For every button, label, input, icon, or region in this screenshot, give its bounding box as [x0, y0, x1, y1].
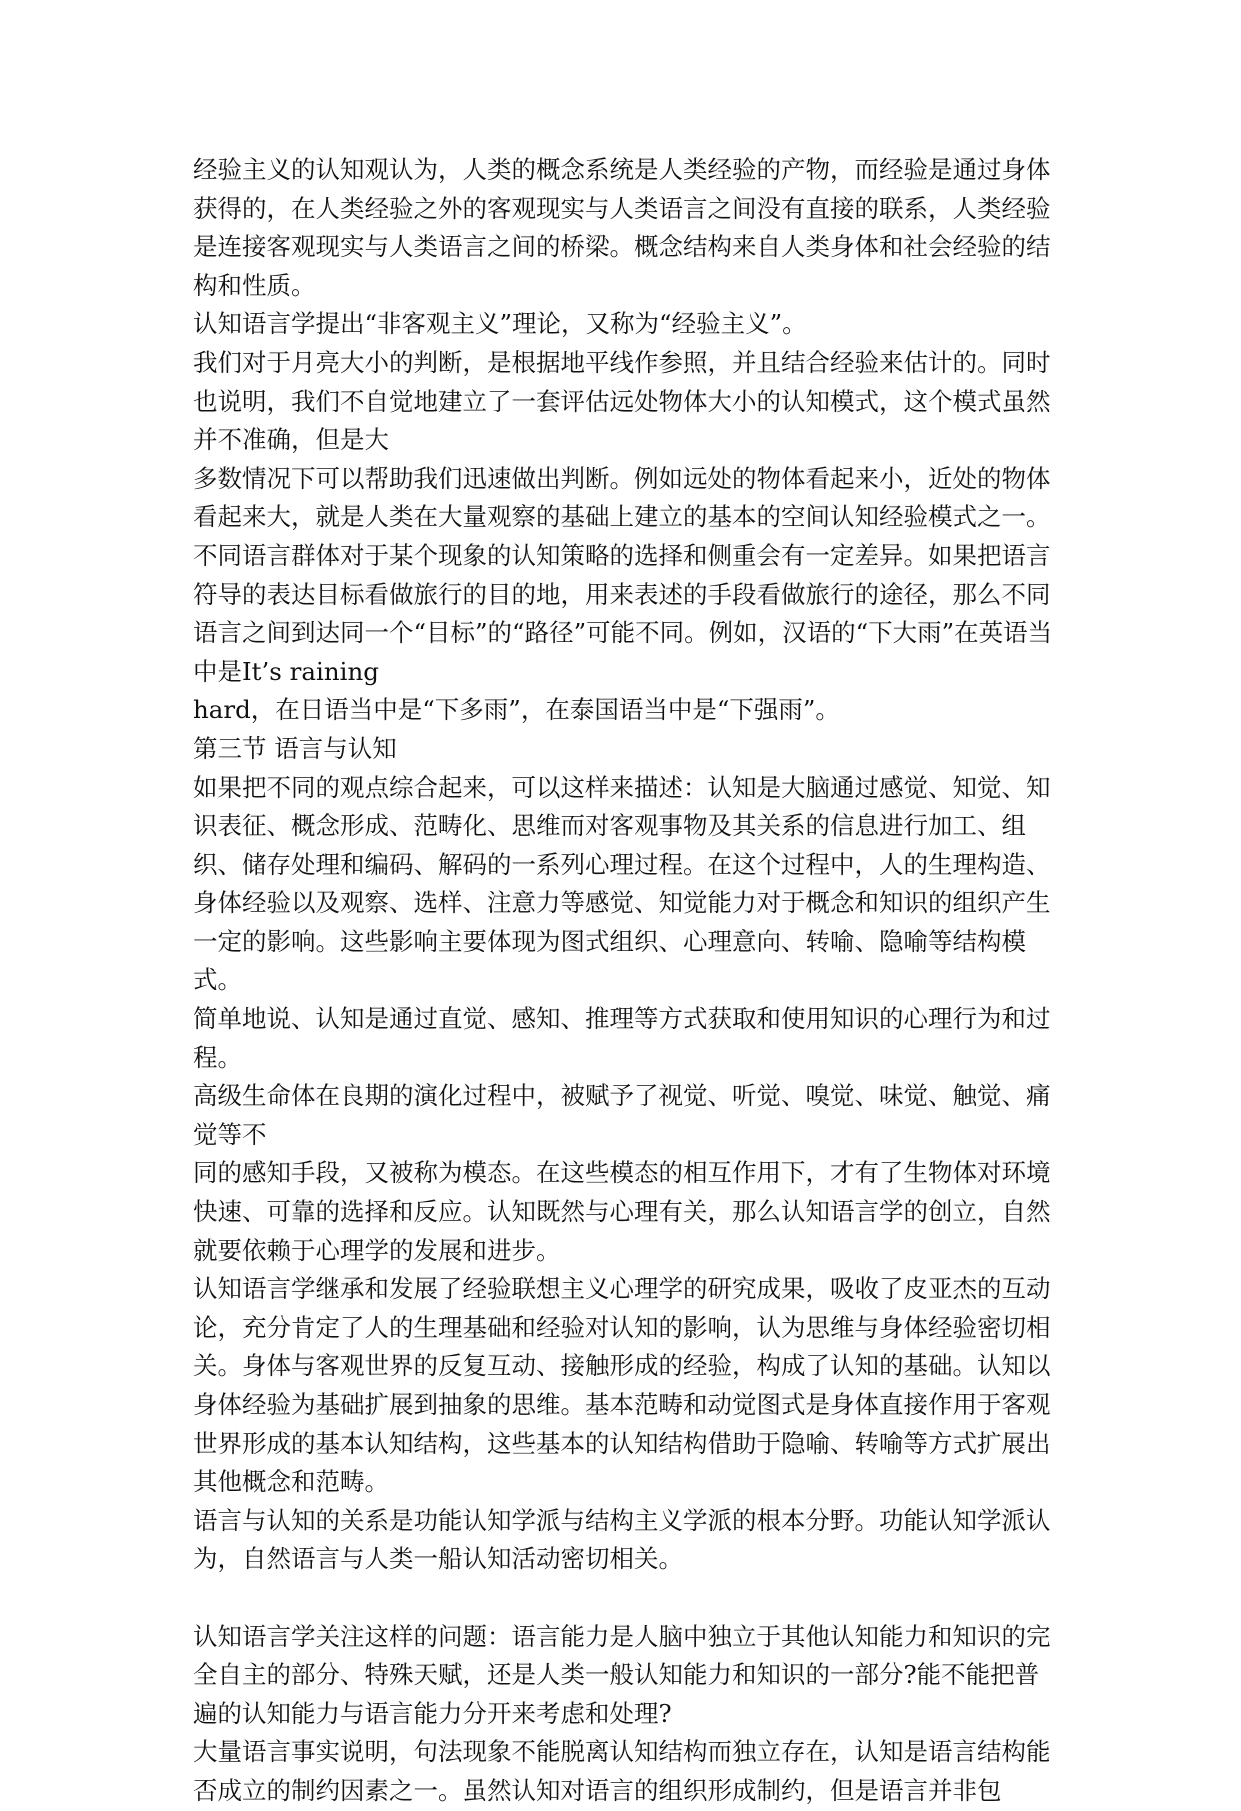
- paragraph: 同的感知手段，又被称为模态。在这些模态的相互作用下，才有了生物体对环境快速、可靠的选择和反应。认知既然与心理有关，那么认知语言学的创立，自然就要依赖于心理学的发展和进步。: [193, 1158, 1051, 1265]
- document-body: [193, 151, 1053, 1811]
- paragraph: 多数情况下可以帮助我们迅速做出判断。例如远处的物体看起来小，近处的物体看起来大，就是人类在大量观察的基础上建立的基本的空间认知经验模式之一。: [193, 463, 1051, 532]
- paragraph: 经验主义的认知观认为，人类的概念系统是人类经验的产物，而经验是通过身体获得的，在人类经验之外的客观现实与人类语言之间没有直接的联系，人类经验是连接客观现实与人类语言之间的桥梁。概念结构来自人类身体和社会经验的结构和性质。: [193, 155, 1051, 300]
- paragraph: 我们对于月亮大小的判断，是根据地平线作参照，并且结合经验来估计的。同时也说明，我们不自觉地建立了一套评估远处物体大小的认知模式，这个模式虽然并不准确，但是大: [193, 347, 1051, 455]
- paragraph: 如果把不同的观点综合起来，可以这样来描述：认知是大脑通过感觉、知觉、知识表征、概念形成、范畴化、思维而对客观事物及其关系的信息进行加工、组织、储存处理和编码、解码的一系列心理过程。在这个过程中，人的生理构造、身体经验以及观察、选样、注意力等感觉、知觉能力对于概念和知识的组织产生一定的影响。这些影响主要体现为图式组织、心理意向、转喻、隐喻等结构模式。: [193, 772, 1051, 995]
- section-heading: 第三节 语言与认知: [193, 733, 397, 763]
- paragraph: 不同语言群体对于某个现象的认知策略的选择和侧重会有一定差异。如果把语言符导的表达目标看做旅行的目的地，用来表述的手段看做旅行的途径，那么不同语言之间到达同一个“目标”的“路径”可能不同。例如，汉语的“下大雨”在英语当中是It’s raining: [193, 540, 1053, 686]
- paragraph: 认知语言学关注这样的问题：语言能力是人脑中独立于其他认知能力和知识的完全自主的部分、特殊天赋，还是人类一般认知能力和知识的一部分?能不能把普遍的认知能力与语言能力分开来考虑和处理?: [193, 1621, 1051, 1728]
- paragraph: 大量语言事实说明，句法现象不能脱离认知结构而独立存在，认知是语言结构能否成立的制约因素之一。虽然认知对语言的组织形成制约，但是语言并非包: [193, 1737, 1051, 1805]
- paragraph: hard，在日语当中是“下多雨”，在泰国语当中是“下强雨”。: [193, 695, 840, 725]
- paragraph: 高级生命体在良期的演化过程中，被赋予了视觉、听觉、嗅觉、味觉、触觉、痛觉等不: [193, 1081, 1051, 1149]
- paragraph: 语言与认知的关系是功能认知学派与结构主义学派的根本分野。功能认知学派认为，自然语言与人类一船认知活动密切相关。: [193, 1505, 1051, 1574]
- paragraph: 简单地说、认知是通过直觉、感知、推理等方式获取和使用知识的心理行为和过程。: [193, 1004, 1051, 1072]
- paragraph: 认知语言学继承和发展了经验联想主义心理学的研究成果，吸收了皮亚杰的互动论，充分肯定了人的生理基础和经验对认知的影响，认为思维与身体经验密切相关。身体与客观世界的反复互动、接触形成的经验，构成了认知的基础。认知以身体经验为基础扩展到抽象的思维。基本范畴和动觉图式是身体直接作用于客观世界形成的基本认知结构，这些基本的认知结构借助于隐喻、转喻等方式扩展出其他概念和范畴。: [193, 1274, 1051, 1497]
- paragraph: 认知语言学提出“非客观主义”理论，又称为“经验主义”。: [193, 309, 807, 339]
- blank-line: [193, 1579, 1053, 1618]
